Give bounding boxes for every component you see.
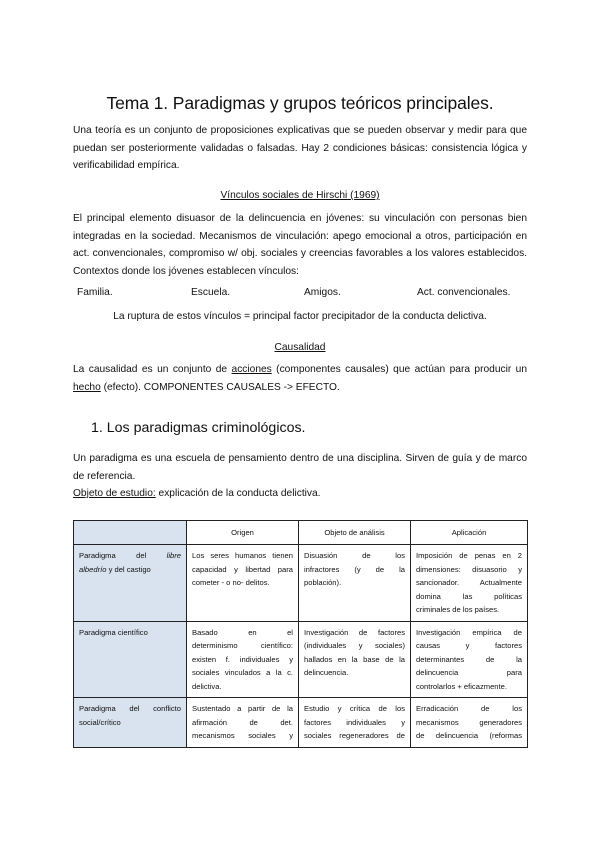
paradigm-paragraph [73,450,527,503]
table-header-blank [74,521,187,545]
hirschi-line: Contextos donde los jóvenes establecen vínculos: [73,265,299,277]
cell-origen: Los seres humanos tienen capacidad y libertad para cometer - o no- delitos. [187,545,299,622]
intro-line: puedan ser posteriormente validadas o falsadas. Hay 2 condiciones básicas: consistencia lógica y [73,142,527,154]
cell-objeto: Disuasión de los infractores (y de la población). [299,545,411,622]
hirschi-line: El principal elemento disuasor de la delincuencia en jóvenes: su vinculación con personas bien [73,213,527,224]
paradigm-line: de referencia. [73,470,136,482]
paradigm-line: Un paradigma es una escuela de pensamiento dentro de una disciplina. Sirven de guía y de marco [73,453,527,464]
hirschi-line: act. convencionales, compromiso w/ obj. sociales y creencias favorables a los valores establecidos. [73,248,527,259]
context-item: Amigos. [304,287,341,298]
context-item: Familia. [77,287,113,298]
context-item: Act. convencionales. [417,287,511,298]
cell-aplicacion: Investigación empírica de causas y factores determinantes de la delincuencia para controlarlos + eficazmente. [411,621,528,698]
intro-paragraph [73,122,527,175]
table-header-row [74,521,528,545]
hecho-term: hecho [73,381,101,393]
causalidad-paragraph [73,361,527,396]
cell-origen: Basado en el determinismo científico: existen f. individuales y sociales vinculados a la c. delictiva. [187,621,299,698]
table-header: Aplicación [411,521,528,545]
table-row [74,545,528,622]
table-header: Objeto de análisis [299,521,411,545]
table-row [74,621,528,698]
causalidad-line: hecho (efecto). COMPONENTES CAUSALES -> EFECTO. [73,381,340,393]
cell-objeto: Estudio y crítica de los factores individuales y sociales regeneradores de [299,698,411,748]
hirschi-conclusion: La ruptura de estos vínculos = principal factor precipitador de la conducta delictiva. [113,311,487,322]
cell-aplicacion: Erradicación de los mecanismos generadores de delincuencia (reformas [411,698,528,748]
context-item: Escuela. [191,287,231,298]
cell-origen: Sustentado a partir de la afirmación de det. mecanismos sociales y [187,698,299,748]
intro-line: Una teoría es un conjunto de proposiciones explicativas que se pueden observar y medir para que [73,125,527,136]
row-name: Paradigma del conflicto social/crítico [74,698,187,748]
cell-objeto: Investigación de factores (individuales y sociales) hallados en la base de la delincuencia. [299,621,411,698]
table-row [74,698,528,748]
hirschi-heading: Vínculos sociales de Hirschi (1969) [220,190,380,201]
causalidad-heading: Causalidad [274,342,326,353]
acciones-term: acciones [231,364,272,375]
hirschi-paragraph [73,210,527,280]
section-heading: 1. Los paradigmas criminológicos. [91,420,306,436]
hirschi-line: integradas en la sociedad. Mecanismos de vinculación: apego emocional a otros, participación en [73,230,527,242]
page-title: Tema 1. Paradigmas y grupos teóricos principales. [106,93,494,113]
objeto-label: Objeto de estudio: [73,488,156,499]
paradigms-table [73,520,528,748]
table-header: Origen [187,521,299,545]
causalidad-line: La causalidad es un conjunto de acciones (componentes causales) que actúan para producir un [73,364,527,375]
row-name: Paradigma del libre albedrío y del castigo [74,545,187,622]
row-name: Paradigma científico [74,621,187,698]
cell-aplicacion: Imposición de penas en 2 dimensiones: disuasorio y sancionador. Actualmente domina las políticas criminales de los países. [411,545,528,622]
intro-line: verificabilidad empírica. [73,160,180,171]
objeto-line: Objeto de estudio: explicación de la conducta delictiva. [73,488,321,499]
